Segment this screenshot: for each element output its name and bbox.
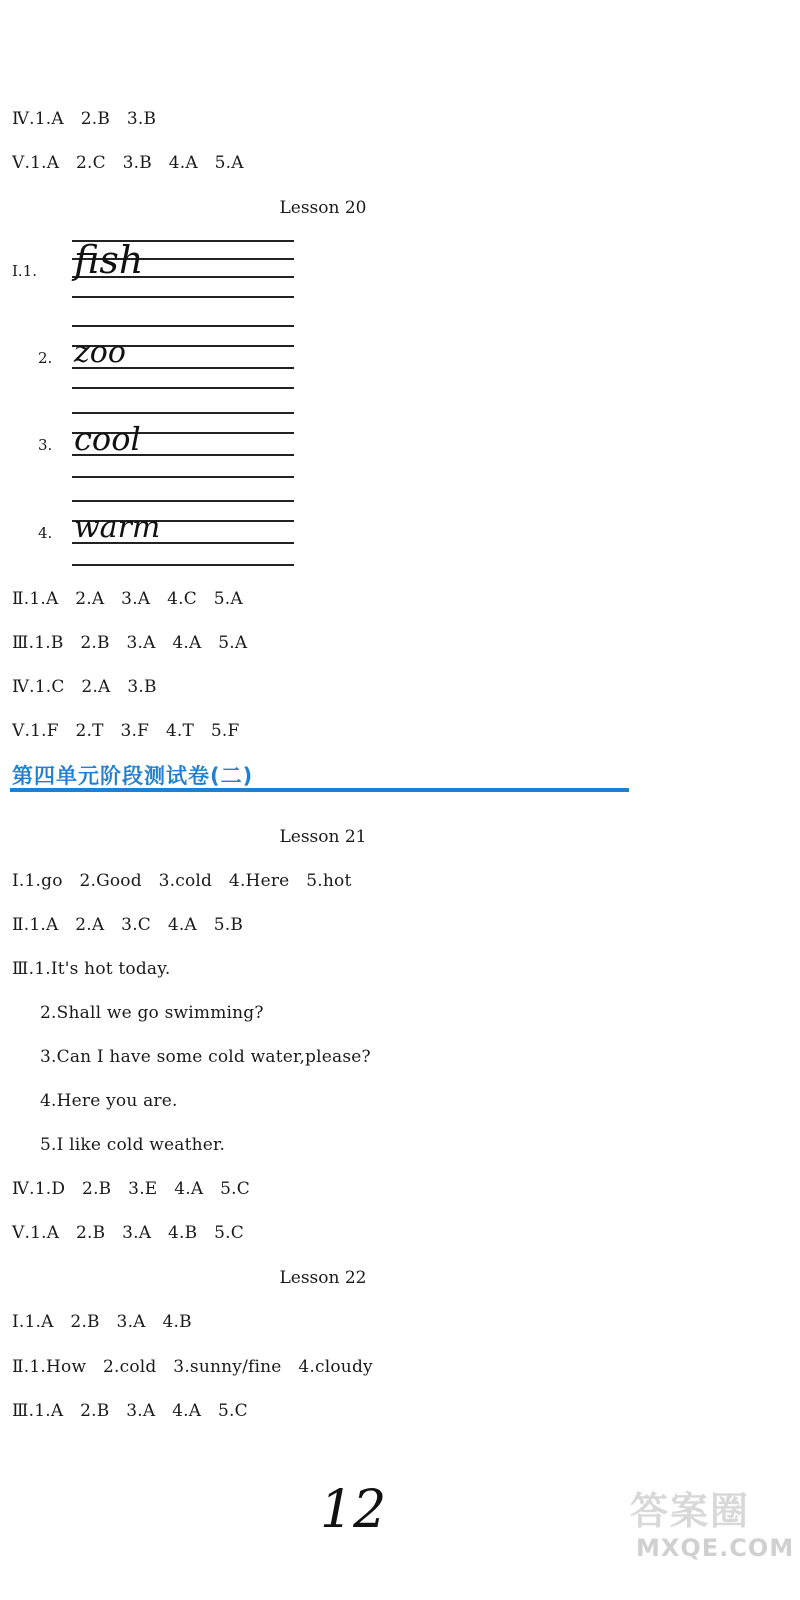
handwriting-number: 2. (38, 349, 53, 367)
handwriting-number: 4. (38, 524, 53, 542)
answer-line-ii: Ⅱ.1.A 2.A 3.A 4.C 5.A (12, 589, 243, 609)
answer-line-iii-2: 2.Shall we go swimming? (40, 1003, 264, 1023)
answer-line-v: Ⅴ.1.A 2.B 3.A 4.B 5.C (12, 1223, 244, 1243)
handwriting-number: 3. (38, 436, 53, 454)
handwriting-row-4 (12, 500, 292, 570)
answer-line-iv: Ⅳ.1.A 2.B 3.B (12, 109, 157, 129)
watermark-url: MXQE.COM (636, 1534, 795, 1562)
handwriting-word: warm (74, 510, 161, 545)
handwriting-number: Ⅰ.1. (12, 262, 38, 280)
answer-line-iii-3: 3.Can I have some cold water,please? (40, 1047, 371, 1067)
watermark-logo: 答案圈 (630, 1489, 751, 1533)
handwriting-row-1 (12, 236, 292, 306)
section-divider (10, 788, 629, 792)
answer-line-iii-4: 4.Here you are. (40, 1091, 178, 1111)
handwriting-row-2 (12, 325, 292, 395)
handwriting-word: zoo (74, 335, 126, 370)
answer-line-i: Ⅰ.1.A 2.B 3.A 4.B (12, 1312, 192, 1332)
answer-line-v: Ⅴ.1.A 2.C 3.B 4.A 5.A (12, 153, 244, 173)
answer-line-v: Ⅴ.1.F 2.T 3.F 4.T 5.F (12, 721, 240, 741)
lesson-20-title: Lesson 20 (279, 198, 367, 218)
answer-line-iii-1: Ⅲ.1.It's hot today. (12, 959, 171, 979)
handwriting-word: fish (74, 238, 144, 282)
lesson-22-title: Lesson 22 (279, 1268, 367, 1288)
answer-line-iii: Ⅲ.1.B 2.B 3.A 4.A 5.A (12, 633, 248, 653)
handwritten-page-number: 12 (320, 1480, 387, 1540)
lesson-21-title: Lesson 21 (279, 827, 367, 847)
handwriting-row-3 (12, 412, 292, 482)
answer-line-i: Ⅰ.1.go 2.Good 3.cold 4.Here 5.hot (12, 871, 352, 891)
answer-line-iv: Ⅳ.1.D 2.B 3.E 4.A 5.C (12, 1179, 250, 1199)
answer-line-ii: Ⅱ.1.How 2.cold 3.sunny/fine 4.cloudy (12, 1357, 373, 1377)
answer-line-iv: Ⅳ.1.C 2.A 3.B (12, 677, 157, 697)
answer-line-iii-5: 5.I like cold weather. (40, 1135, 226, 1155)
answer-line-ii: Ⅱ.1.A 2.A 3.C 4.A 5.B (12, 915, 244, 935)
handwriting-word: cool (74, 420, 141, 458)
section-heading: 第四单元阶段测试卷(二) (12, 764, 254, 788)
answer-line-iii: Ⅲ.1.A 2.B 3.A 4.A 5.C (12, 1401, 248, 1421)
